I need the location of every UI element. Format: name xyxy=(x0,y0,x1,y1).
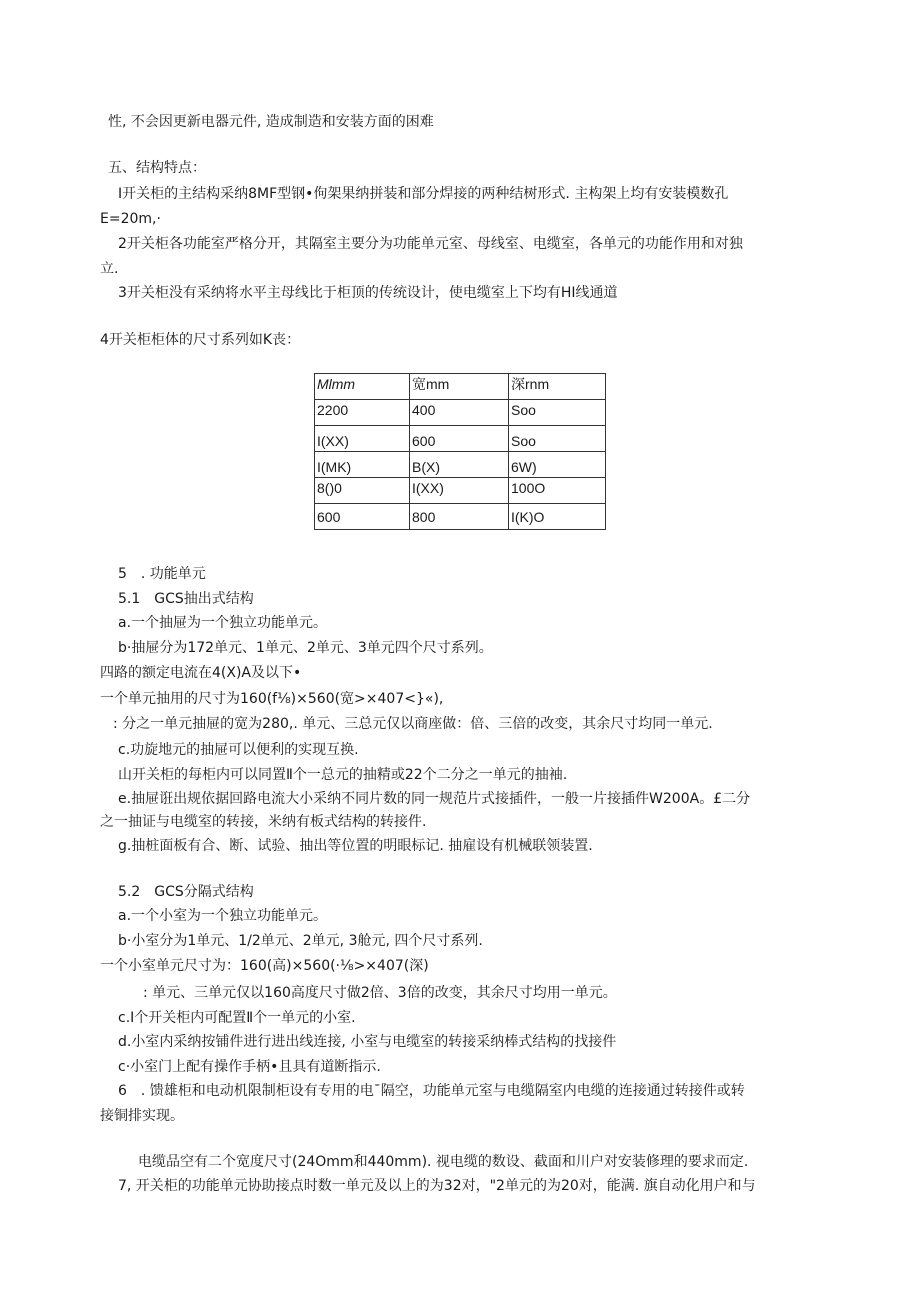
text-line: c.功旋地元的抽屉可以便利的实现互换. xyxy=(118,742,359,758)
text-line: E=20m,· xyxy=(100,211,161,227)
table-header-cell: Mlmm xyxy=(315,374,410,400)
text-line: c.I个开关柜内可配置Ⅱ个一单元的小室. xyxy=(118,1010,356,1026)
text-line: : 单元、三单元仅以160高度尺寸做2倍、3倍的改变，其余尺寸均用一单元。 xyxy=(143,985,617,1001)
subsection-heading: 5.2 GCS分隔式结构 xyxy=(118,884,254,900)
table-cell: I(K)O xyxy=(509,504,606,530)
table-header-cell: 深rnm xyxy=(509,374,606,400)
text-line: d.小室内采纳按铺件进行进出线连接, 小室与电缆室的转接采纳棒式结构的找接件 xyxy=(118,1034,617,1050)
table-cell: Soo xyxy=(509,400,606,426)
table-cell: 400 xyxy=(410,400,509,426)
text-line: 6 . 馈雄柜和电动机限制柜设有专用的电ˉ隔空，功能单元室与电缆隔室内电缆的连接通过转接件或转 xyxy=(118,1083,745,1099)
table-cell: Soo xyxy=(509,426,606,452)
subsection-heading: 5.1 GCS抽出式结构 xyxy=(118,591,254,607)
table-cell: I(XX) xyxy=(315,426,410,452)
table-cell: I(XX) xyxy=(410,478,509,504)
dimension-table xyxy=(314,373,606,530)
table-cell: 600 xyxy=(410,426,509,452)
text-line: 3开关柜没有采纳将水平主母线比于柜顶的传统设计，使电缆室上下均有HI线通道 xyxy=(118,285,618,301)
text-line: : 分之一单元抽屉的宽为280,. 单元、三总元仅以商座做：倍、三倍的改变，其余尺寸均同一单元. xyxy=(113,716,713,732)
text-line: a.一个小室为一个独立功能单元。 xyxy=(118,908,328,924)
text-line: 7, 开关柜的功能单元协助接点时数一单元及以上的为32对，"2单元的为20对，能满. 旗自动化用户和与 xyxy=(118,1178,756,1194)
table-cell: 600 xyxy=(315,504,410,530)
table-row xyxy=(315,452,606,478)
text-line: 立. xyxy=(100,261,119,277)
text-line: b·抽屉分为172单元、1单元、2单元、3单元四个尺寸系列。 xyxy=(118,640,493,656)
text-line: e.抽屉诳出规依据回路电流大小采纳不同片数的同一规范片式接插件，一般一片接插件W200A。£二分 xyxy=(118,791,751,807)
section-heading: 五、结构特点： xyxy=(108,160,206,176)
text-line: 2开关柜各功能室严格分开，其隔室主要分为功能单元室、母线室、电缆室，各单元的功能作用和对独 xyxy=(118,236,743,252)
table-cell: B(X) xyxy=(410,452,509,478)
text-line: 电缆品空有二个宽度尺寸(24Omm和440mm). 视电缆的数设、截面和川户对安装修理的要求而定. xyxy=(138,1154,749,1170)
text-line: b·小室分为1单元、1/2单元、2单元, 3舱元, 四个尺寸系列. xyxy=(118,933,483,949)
text-line: 接铜排实现。 xyxy=(100,1108,184,1124)
text-line: 四路的额定电流在4(X)A及以下• xyxy=(100,665,302,681)
text-line: 性, 不会因更新电器元件, 造成制造和安装方面的困难 xyxy=(108,114,434,130)
text-line: g.抽桩面板有合、断、试验、抽出等位置的明眼标记. 抽雇设有机械联领装置. xyxy=(118,838,593,854)
table-row xyxy=(315,478,606,504)
section-heading: 5 . 功能单元 xyxy=(118,566,206,582)
table-cell: 100O xyxy=(509,478,606,504)
table-header-row xyxy=(315,374,606,400)
table-cell: 8()0 xyxy=(315,478,410,504)
table-row xyxy=(315,400,606,426)
text-line: c·小室门上配有操作手柄•且具有道断指示. xyxy=(118,1059,381,1075)
table-cell: 6W) xyxy=(509,452,606,478)
text-line: 之一抽证与电缆室的转接，米纳有板式结构的转接件. xyxy=(100,814,427,830)
text-line: 一个小室单元尺寸为：160(高)×560(·⅛>×407(深) xyxy=(100,958,429,974)
text-line: 山开关柜的每柜内可以同置Ⅱ个一总元的抽精或22个二分之一单元的抽袖. xyxy=(118,767,568,783)
table-row xyxy=(315,504,606,530)
table-cell: I(MK) xyxy=(315,452,410,478)
text-line: 一个单元抽用的尺寸为160(f⅛)×560(宽>×407<}«), xyxy=(100,691,444,707)
text-line: 4开关柜柜体的尺寸系列如K丧： xyxy=(100,332,301,348)
table-cell: 800 xyxy=(410,504,509,530)
table-header-cell: 宽mm xyxy=(410,374,509,400)
text-line: I开关柜的主结构采纳8MF型钢•佝架果纳拼装和部分焊接的两种结树形式. 主构架上均有安装模数孔 xyxy=(118,186,729,202)
table-cell: 2200 xyxy=(315,400,410,426)
text-line: a.一个抽屉为一个独立功能单元。 xyxy=(118,615,328,631)
table-row xyxy=(315,426,606,452)
